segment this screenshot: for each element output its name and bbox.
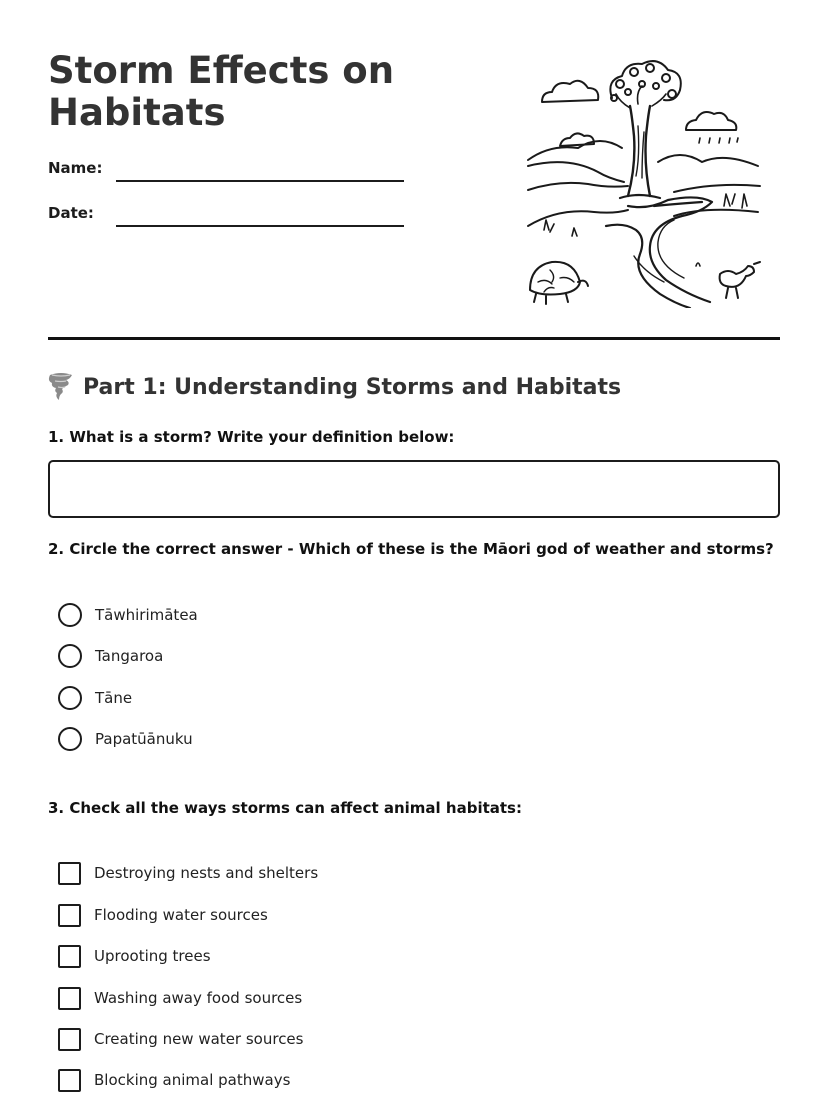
name-field[interactable] — [116, 180, 404, 182]
question-2-prompt: 2. Circle the correct answer - Which of these is the Māori god of weather and storms? — [48, 540, 774, 558]
section-title-part1 — [48, 372, 621, 402]
q2-option-label: Tāwhirimātea — [95, 606, 198, 624]
tornado-icon — [48, 372, 74, 402]
q3-option-1[interactable] — [58, 860, 318, 886]
q2-option-label: Tāne — [95, 689, 133, 707]
radio-circle-icon[interactable] — [58, 727, 82, 751]
checkbox-square-icon[interactable] — [58, 904, 81, 927]
q2-option-1[interactable] — [58, 602, 198, 628]
checkbox-square-icon[interactable] — [58, 945, 81, 968]
q2-option-4[interactable] — [58, 726, 193, 752]
checkbox-square-icon[interactable] — [58, 987, 81, 1010]
section-title-text: Part 1: Understanding Storms and Habitats — [83, 374, 622, 400]
name-label: Name: — [48, 159, 103, 177]
radio-circle-icon[interactable] — [58, 644, 82, 668]
question-3-prompt: 3. Check all the ways storms can affect animal habitats: — [48, 799, 522, 817]
definition-answer-box[interactable] — [48, 460, 780, 518]
q3-option-label: Creating new water sources — [94, 1030, 304, 1048]
q3-option-label: Destroying nests and shelters — [94, 864, 319, 882]
radio-circle-icon[interactable] — [58, 686, 82, 710]
section-divider — [48, 337, 780, 340]
q3-option-label: Blocking animal pathways — [94, 1071, 291, 1089]
q3-option-5[interactable] — [58, 1026, 303, 1052]
q2-option-label: Papatūānuku — [95, 730, 193, 748]
q2-option-3[interactable] — [58, 685, 132, 711]
q3-option-4[interactable] — [58, 985, 302, 1011]
date-label: Date: — [48, 204, 94, 222]
q2-option-label: Tangaroa — [95, 647, 164, 665]
q3-option-label: Washing away food sources — [94, 989, 303, 1007]
q2-option-2[interactable] — [58, 643, 163, 669]
q3-option-3[interactable] — [58, 943, 211, 969]
checkbox-square-icon[interactable] — [58, 1069, 81, 1092]
landscape-tree-river-illustration — [524, 56, 764, 308]
checkbox-square-icon[interactable] — [58, 1028, 81, 1051]
q3-option-2[interactable] — [58, 902, 268, 928]
date-field[interactable] — [116, 225, 404, 227]
q3-option-6[interactable] — [58, 1067, 290, 1093]
worksheet-title: Storm Effects on Habitats — [48, 49, 395, 134]
q3-option-label: Flooding water sources — [94, 906, 268, 924]
checkbox-square-icon[interactable] — [58, 862, 81, 885]
q3-option-label: Uprooting trees — [94, 947, 211, 965]
radio-circle-icon[interactable] — [58, 603, 82, 627]
question-1-prompt: 1. What is a storm? Write your definition below: — [48, 428, 455, 446]
